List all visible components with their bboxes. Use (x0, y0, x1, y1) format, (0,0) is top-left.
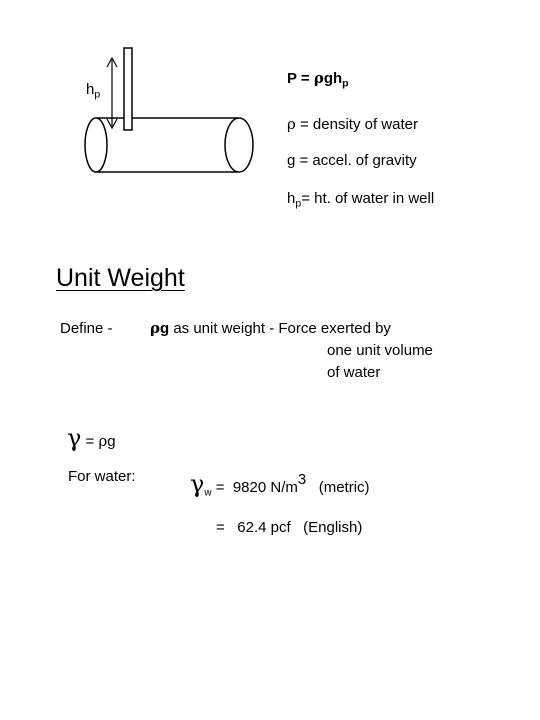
hp-definition (287, 190, 435, 210)
hp-def-sub: p (295, 197, 302, 210)
define-label: Define - (60, 320, 113, 337)
gamma-symbol: γ (67, 424, 82, 452)
height-label (86, 81, 101, 101)
gamma-water-metric (190, 470, 370, 499)
gamma-equals: = (81, 433, 99, 450)
cylinder-left-end (85, 118, 107, 172)
hp-def-text: = ht. of water in well (301, 190, 435, 207)
pressure-sub: p (342, 77, 349, 90)
gamma-w-symbol: γ (190, 470, 205, 498)
height-label-base: h (86, 81, 95, 98)
unit-weight-description-line3: of water (327, 364, 381, 381)
rho-definition-text: = density of water (295, 116, 418, 133)
g-definition: g = accel. of gravity (287, 152, 417, 169)
gamma-g: g (107, 433, 116, 450)
for-water-label: For water: (68, 468, 136, 485)
cylinder-right-end (225, 118, 253, 172)
pressure-equation (287, 69, 349, 90)
define-g: g (159, 320, 170, 337)
pressure-rho: ρ (313, 69, 324, 87)
gamma-w-exponent: 3 (297, 470, 307, 488)
well-pipe (124, 48, 132, 130)
height-label-sub: p (94, 88, 101, 101)
gamma-w-value: = 9820 N/m (211, 479, 298, 496)
pressure-lhs: P = (287, 70, 314, 87)
unit-weight-description-line1 (150, 321, 391, 336)
define-desc-line1: as unit weight - Force exerted by (169, 320, 391, 337)
gamma-water-english: = 62.4 pcf (English) (216, 519, 363, 536)
pressure-gh: gh (323, 70, 343, 87)
gamma-w-unit: (metric) (306, 479, 370, 496)
unit-weight-heading: Unit Weight (56, 264, 185, 292)
define-rho: ρ (150, 319, 160, 337)
rho-definition (287, 117, 418, 132)
gamma-rho: ρ (98, 432, 108, 450)
hp-def-base: h (287, 190, 296, 207)
unit-weight-description-line2: one unit volume (327, 342, 433, 359)
rho-symbol: ρ (287, 115, 296, 133)
gamma-equation (67, 426, 116, 450)
well-cylinder-diagram (0, 0, 540, 260)
gamma-w-sub: w (204, 487, 212, 499)
